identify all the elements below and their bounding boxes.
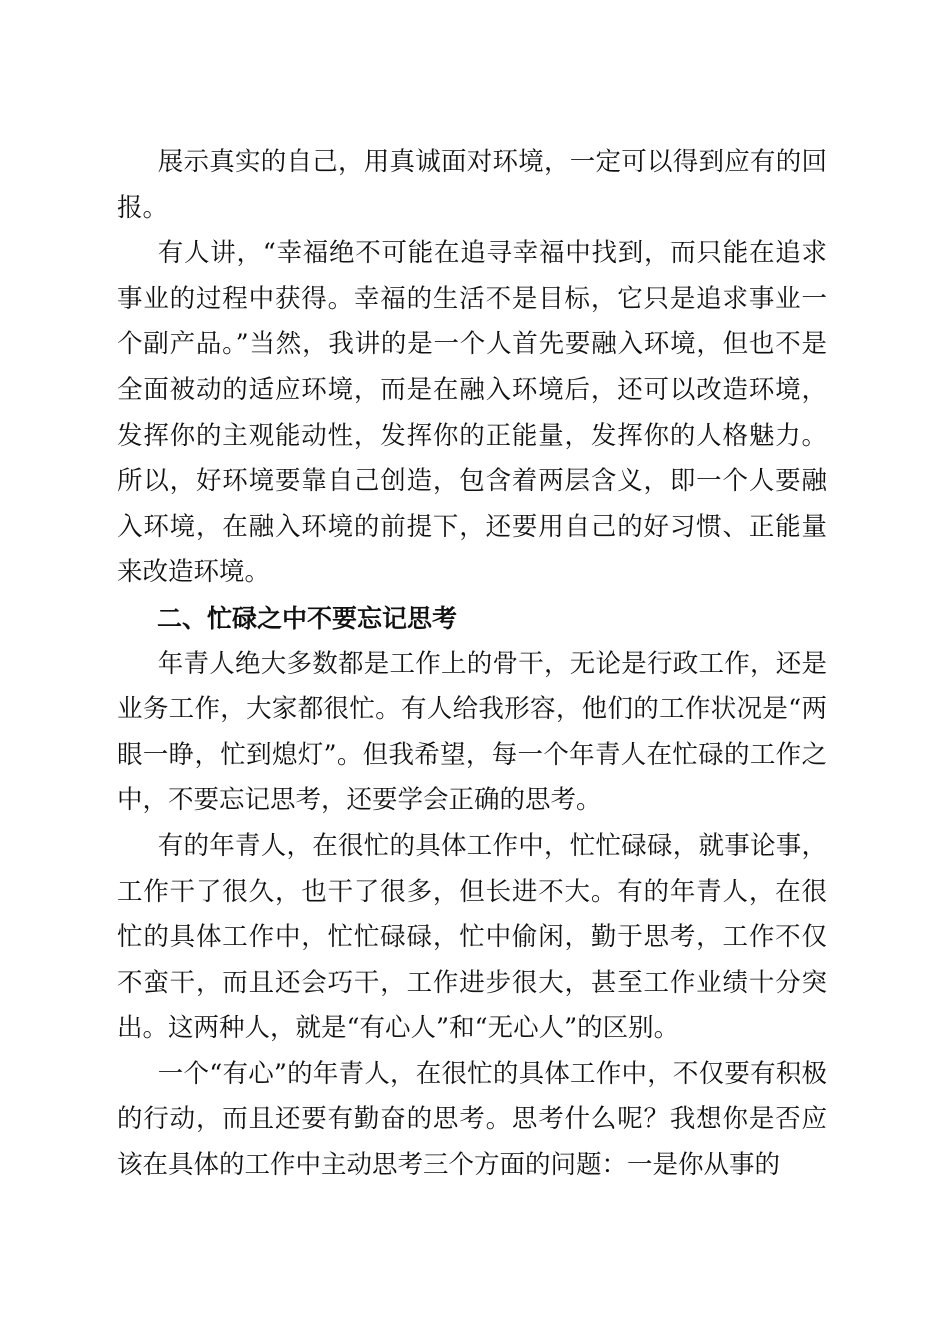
paragraph-two-kinds-of-people: 有的年青人，在很忙的具体工作中，忙忙碌碌，就事论事，工作干了很久，也干了很多，但长进不大。有的年青人，在很忙的具体工作中，忙忙碌碌，忙中偷闲，勤于思考，工作不仅不蛮干，而且还会巧干，工作进步很大，甚至工作业绩十分突出。这两种人，就是“有心人”和“无心人”的区别。 bbox=[117, 830, 827, 1044]
paragraph-happiness-quote: 有人讲，“幸福绝不可能在追寻幸福中找到，而只能在追求事业的过程中获得。幸福的生活不是目标，它只是追求事业一个副产品。”当然，我讲的是一个人首先要融入环境，但也不是全面被动的适应环境，而是在融入环境后，还可以改造环境，发挥你的主观能动性，发挥你的正能量，发挥你的人格魅力。所以，好环境要靠自己创造，包含着两层含义，即一个人要融入环境，在融入环境的前提下，还要用自己的好习惯、正能量来改造环境。 bbox=[117, 238, 827, 588]
paragraph-young-backbone: 年青人绝大多数都是工作上的骨干，无论是行政工作，还是业务工作，大家都很忙。有人给我形容，他们的工作状况是“两眼一睁，忙到熄灯”。但我希望，每一个年青人在忙碌的工作之中，不要忘记思考，还要学会正确的思考。 bbox=[117, 648, 827, 816]
paragraph-attentive-youth: 一个“有心”的年青人，在很忙的具体工作中，不仅要有积极的行动，而且还要有勤奋的思考。思考什么呢？我想你是否应该在具体的工作中主动思考三个方面的问题：一是你从事的 bbox=[117, 1058, 827, 1181]
paragraph-intro-continuation: 展示真实的自己，用真诚面对环境，一定可以得到应有的回报。 bbox=[117, 147, 827, 223]
document-body bbox=[117, 140, 827, 1189]
section-heading-think-while-busy: 二、忙碌之中不要忘记思考 bbox=[157, 603, 458, 633]
